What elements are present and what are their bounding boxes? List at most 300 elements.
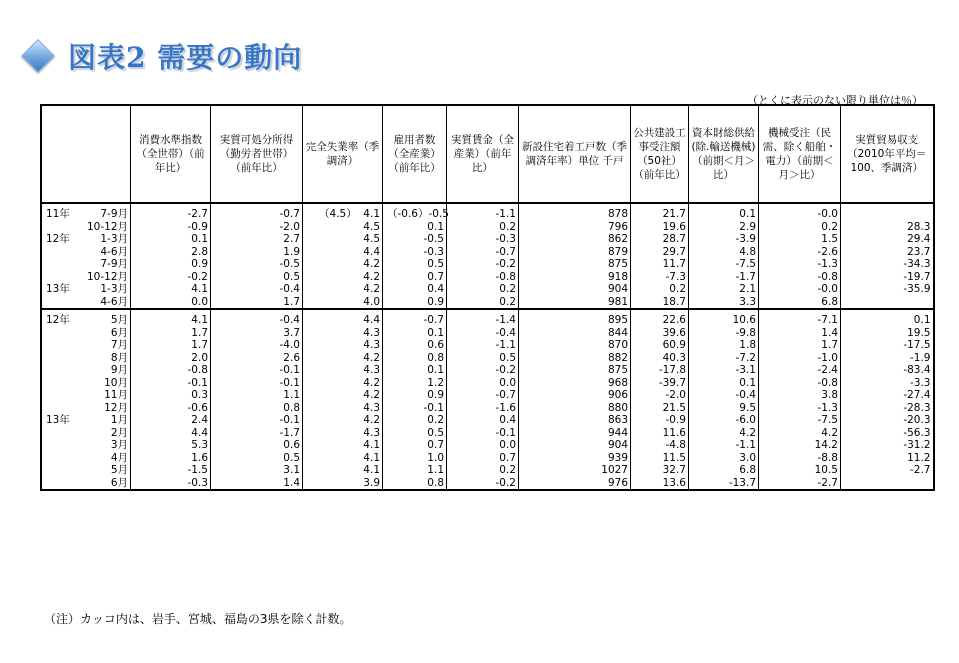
row-period: 1-3月: [100, 233, 128, 245]
column-header: 雇用者数（全産業）（前年比）: [383, 105, 447, 203]
cell-value: -4.0: [279, 339, 300, 351]
table-cell: [759, 339, 841, 352]
cell-value: 4.0: [363, 295, 380, 308]
cell-value: -2.6: [817, 245, 838, 258]
table-cell: [759, 464, 841, 477]
table-cell: [631, 377, 689, 390]
table-cell: [519, 296, 631, 310]
table-cell: [519, 452, 631, 465]
table-cell: [841, 352, 934, 365]
cell-value: -7.1: [817, 314, 838, 326]
cell-value: 1.7: [191, 326, 208, 339]
table-cell: [447, 414, 519, 427]
table-cell: [447, 296, 519, 310]
cell-value: 18.7: [662, 295, 686, 308]
column-header: 新設住宅着工戸数（季調済年率）単位 千戸: [519, 105, 631, 203]
table-cell: [519, 258, 631, 271]
table-row: [41, 377, 934, 390]
cell-value: -1.7: [735, 270, 756, 283]
table-cell: [131, 233, 211, 246]
cell-value: -0.1: [279, 364, 300, 376]
table-cell: [841, 271, 934, 284]
table-cell: [131, 452, 211, 465]
table-cell: [131, 439, 211, 452]
cell-value: 0.1: [427, 220, 444, 233]
cell-value: 4.3: [363, 426, 380, 439]
table-cell: [689, 309, 759, 327]
row-period: 12月: [104, 401, 128, 414]
table-cell: [689, 477, 759, 491]
cell-value: -1.3: [817, 401, 838, 414]
cell-value: 895: [607, 314, 628, 326]
table-cell: [383, 221, 447, 234]
cell-value: 0.0: [499, 376, 516, 389]
table-cell: [631, 339, 689, 352]
cell-value: 1.2: [427, 376, 444, 389]
cell-value: -0.1: [495, 426, 516, 439]
table-cell: [211, 246, 303, 259]
table-cell: [447, 402, 519, 415]
cell-value: 0.2: [669, 283, 686, 295]
unit-note: （とくに表示のない限り単位は％）: [747, 94, 923, 107]
cell-value: 0.9: [427, 295, 444, 308]
table-row: [41, 339, 934, 352]
table-cell: [689, 221, 759, 234]
table-cell: [631, 427, 689, 440]
table-cell: [759, 246, 841, 259]
table-cell: [519, 327, 631, 340]
cell-value: -6.0: [735, 414, 756, 426]
table-cell: [131, 414, 211, 427]
cell-value: 0.1: [739, 208, 756, 220]
table-cell: [303, 296, 383, 310]
cell-value: -4.8: [665, 439, 686, 451]
row-label: [41, 389, 131, 402]
cell-value: 4.2: [363, 283, 380, 295]
table-row: [41, 439, 934, 452]
cell-value: 0.4: [499, 414, 516, 426]
cell-value: 4.5: [363, 220, 380, 233]
table-cell: [447, 364, 519, 377]
cell-value: 2.1: [739, 283, 756, 295]
table-cell: [689, 377, 759, 390]
cell-value: 904: [607, 283, 628, 295]
table-cell: [303, 477, 383, 491]
cell-value: -17.5: [903, 339, 931, 351]
cell-value: -0.9: [665, 414, 686, 426]
table-cell: [447, 233, 519, 246]
table-cell: [131, 221, 211, 234]
cell-value: 4.1: [363, 451, 380, 464]
table-cell: [303, 283, 383, 296]
table-cell: [303, 352, 383, 365]
cell-value: -1.1: [735, 439, 756, 451]
table-cell: [131, 271, 211, 284]
table-cell: [447, 327, 519, 340]
row-label: [41, 377, 131, 390]
table-cell: [447, 452, 519, 465]
cell-value: 2.9: [739, 220, 756, 233]
cell-value: 0.2: [427, 414, 444, 426]
table-cell: [519, 246, 631, 259]
cell-value: 0.4: [427, 283, 444, 295]
cell-value: 1.1: [283, 389, 300, 401]
table-cell: [631, 352, 689, 365]
cell-value: -39.7: [658, 376, 686, 389]
cell-value: 0.2: [499, 220, 516, 233]
table-cell: [689, 246, 759, 259]
table-cell: [303, 258, 383, 271]
table-cell: [211, 258, 303, 271]
table-cell: [689, 271, 759, 284]
table-cell: [383, 439, 447, 452]
cell-value: 1.7: [821, 339, 838, 351]
cell-value: 3.1: [283, 464, 300, 476]
paren-value: （-0.6）: [387, 208, 429, 220]
cell-value: 4.4: [191, 426, 208, 439]
cell-value: -0.1: [279, 414, 300, 426]
cell-value: 4.2: [821, 426, 838, 439]
cell-value: 878: [607, 208, 628, 220]
cell-value: -2.7: [187, 208, 208, 220]
table-cell: [759, 477, 841, 491]
cell-value: -83.4: [903, 364, 931, 376]
table-row: [41, 452, 934, 465]
table-cell: [689, 283, 759, 296]
table-cell: [131, 203, 211, 221]
table-cell: [841, 414, 934, 427]
table-cell: [631, 283, 689, 296]
cell-value: -0.7: [279, 208, 300, 220]
table-cell: [689, 327, 759, 340]
row-period: 4-6月: [100, 245, 128, 258]
cell-value: -34.3: [903, 258, 931, 270]
row-year: 13年: [46, 414, 70, 426]
cell-value: 0.8: [427, 351, 444, 364]
cell-value: 0.5: [427, 426, 444, 439]
table-cell: [447, 477, 519, 491]
cell-value: 1.4: [821, 326, 838, 339]
cell-value: 968: [607, 376, 628, 389]
cell-value: 4.1: [363, 208, 380, 220]
cell-value: 1.4: [283, 476, 300, 489]
cell-value: 4.2: [363, 389, 380, 401]
table-cell: [519, 221, 631, 234]
table-cell: [383, 296, 447, 310]
table-cell: [689, 352, 759, 365]
table-cell: [447, 339, 519, 352]
cell-value: -0.7: [495, 389, 516, 401]
cell-value: 3.0: [739, 451, 756, 464]
table-cell: [447, 352, 519, 365]
cell-value: -0.7: [495, 245, 516, 258]
cell-value: -0.5: [428, 208, 449, 220]
table-cell: [759, 427, 841, 440]
table-cell: [841, 327, 934, 340]
cell-value: 875: [607, 364, 628, 376]
table-cell: [841, 221, 934, 234]
page-title: 図表2 需要の動向: [68, 41, 303, 74]
table-cell: [211, 283, 303, 296]
row-label: [41, 221, 131, 234]
column-header: 実質可処分所得（勤労者世帯）（前年比）: [211, 105, 303, 203]
cell-value: -0.1: [279, 376, 300, 389]
table-cell: [447, 427, 519, 440]
table-cell: [447, 439, 519, 452]
table-row: [41, 203, 934, 221]
cell-value: -0.2: [495, 476, 516, 489]
table-cell: [447, 221, 519, 234]
table-row: [41, 271, 934, 284]
cell-value: 0.2: [821, 220, 838, 233]
row-period: 3月: [110, 439, 128, 451]
cell-value: -1.1: [495, 208, 516, 220]
table-cell: [759, 452, 841, 465]
row-period: 10-12月: [86, 270, 128, 283]
cell-value: 1.0: [427, 451, 444, 464]
row-period: 6月: [110, 326, 128, 339]
cell-value: -1.0: [817, 351, 838, 364]
table-cell: [211, 427, 303, 440]
table-cell: [519, 283, 631, 296]
cell-value: 0.6: [427, 339, 444, 351]
table-cell: [841, 464, 934, 477]
table-row: [41, 427, 934, 440]
table-cell: [759, 364, 841, 377]
table-cell: [211, 309, 303, 327]
table-cell: [759, 414, 841, 427]
cell-value: 22.6: [662, 314, 686, 326]
cell-value: 0.0: [191, 295, 208, 308]
cell-value: 19.5: [907, 326, 931, 339]
table-cell: [841, 427, 934, 440]
cell-value: 4.3: [363, 339, 380, 351]
cell-value: 863: [607, 414, 628, 426]
table-cell: [383, 309, 447, 327]
cell-value: 2.4: [191, 414, 208, 426]
table-cell: [447, 377, 519, 390]
table-cell: [519, 364, 631, 377]
table-cell: [759, 203, 841, 221]
table-cell: [631, 203, 689, 221]
table-cell: [759, 439, 841, 452]
table-cell: [759, 309, 841, 327]
table-cell: [303, 427, 383, 440]
cell-value: 3.8: [821, 389, 838, 401]
row-period: 4-6月: [100, 295, 128, 308]
table-cell: [383, 246, 447, 259]
table-cell: [383, 452, 447, 465]
cell-value: -0.2: [187, 270, 208, 283]
cell-value: 0.5: [283, 270, 300, 283]
row-period: 10月: [104, 376, 128, 389]
cell-value: -0.7: [423, 314, 444, 326]
cell-value: 1.5: [821, 233, 838, 245]
table-cell: [383, 414, 447, 427]
cell-value: -2.7: [817, 476, 838, 489]
table-cell: [519, 203, 631, 221]
table-cell: [447, 283, 519, 296]
table-cell: [303, 414, 383, 427]
table-cell: [211, 233, 303, 246]
cell-value: 981: [607, 295, 628, 308]
table-cell: [211, 352, 303, 365]
cell-value: 0.7: [427, 439, 444, 451]
cell-value: 0.2: [499, 283, 516, 295]
table-cell: [841, 283, 934, 296]
table-cell: [841, 439, 934, 452]
cell-value: 2.6: [283, 351, 300, 364]
table-cell: [383, 352, 447, 365]
cell-value: -17.8: [658, 364, 686, 376]
cell-value: 0.1: [427, 364, 444, 376]
header-corner: [41, 105, 131, 203]
table-cell: [447, 271, 519, 284]
table-cell: [841, 364, 934, 377]
table-cell: [383, 258, 447, 271]
table-cell: [383, 464, 447, 477]
table-cell: [759, 377, 841, 390]
table-cell: [519, 439, 631, 452]
row-period: 6月: [110, 476, 128, 489]
table-cell: [689, 427, 759, 440]
cell-value: 1.9: [283, 245, 300, 258]
table-cell: [631, 309, 689, 327]
cell-value: -28.3: [903, 401, 931, 414]
cell-value: 1.8: [739, 339, 756, 351]
table-cell: [383, 477, 447, 491]
table-cell: [211, 377, 303, 390]
row-label: [41, 283, 131, 296]
table-cell: [131, 364, 211, 377]
cell-value: -0.4: [735, 389, 756, 401]
cell-value: 4.2: [739, 426, 756, 439]
table-cell: [689, 439, 759, 452]
table-cell: [383, 339, 447, 352]
cell-value: 11.7: [662, 258, 686, 270]
table-cell: [689, 339, 759, 352]
cell-value: 11.2: [907, 451, 931, 464]
table-cell: [303, 402, 383, 415]
cell-value: -20.3: [903, 414, 931, 426]
cell-value: 0.9: [427, 389, 444, 401]
demand-indicators-table: [40, 104, 935, 491]
cell-value: -13.7: [728, 476, 756, 489]
cell-value: 4.1: [191, 314, 208, 326]
table-cell: [211, 414, 303, 427]
cell-value: -0.1: [187, 376, 208, 389]
title-area: [20, 36, 302, 76]
table-row: [41, 296, 934, 310]
row-period: 7月: [110, 339, 128, 351]
cell-value: 28.3: [907, 220, 931, 233]
table-cell: [131, 352, 211, 365]
row-label: [41, 402, 131, 415]
table-cell: [519, 414, 631, 427]
cell-value: 3.7: [283, 326, 300, 339]
table-cell: [689, 452, 759, 465]
table-cell: [631, 389, 689, 402]
table-cell: [631, 258, 689, 271]
table-cell: [689, 402, 759, 415]
row-period: 7-9月: [100, 258, 128, 270]
table-cell: [383, 389, 447, 402]
table-cell: [211, 271, 303, 284]
table-cell: [383, 271, 447, 284]
table-cell: [211, 389, 303, 402]
row-label: [41, 439, 131, 452]
cell-value: -7.3: [665, 270, 686, 283]
cell-value: 918: [607, 270, 628, 283]
table-cell: [447, 258, 519, 271]
table-cell: [131, 246, 211, 259]
cell-value: 60.9: [662, 339, 686, 351]
cell-value: -2.4: [817, 364, 838, 376]
cell-value: 2.0: [191, 351, 208, 364]
table-cell: [383, 427, 447, 440]
row-label: [41, 309, 131, 327]
table-cell: [689, 414, 759, 427]
cell-value: -0.0: [817, 208, 838, 220]
table-cell: [519, 427, 631, 440]
table-cell: [519, 339, 631, 352]
cell-value: 4.4: [363, 314, 380, 326]
table-cell: [841, 339, 934, 352]
table-cell: [519, 389, 631, 402]
table-cell: [689, 464, 759, 477]
table-cell: [759, 233, 841, 246]
cell-value: 19.6: [662, 220, 686, 233]
table-cell: [211, 364, 303, 377]
cell-value: -1.7: [279, 426, 300, 439]
table-cell: [759, 296, 841, 310]
table-cell: [631, 402, 689, 415]
cell-value: 4.2: [363, 376, 380, 389]
table-cell: [519, 402, 631, 415]
cell-value: 0.0: [499, 439, 516, 451]
table-cell: [383, 283, 447, 296]
table-cell: [689, 389, 759, 402]
table-cell: [447, 464, 519, 477]
table-cell: [759, 258, 841, 271]
header-row: [41, 105, 934, 203]
row-year: 12年: [46, 233, 70, 245]
column-header: 実質賃金（全産業）（前年比）: [447, 105, 519, 203]
table-cell: [841, 203, 934, 221]
table-cell: [303, 203, 383, 221]
cell-value: 39.6: [662, 326, 686, 339]
cell-value: 40.3: [662, 351, 686, 364]
cell-value: 1.1: [427, 464, 444, 476]
column-header: 資本財総供給(除.輸送機械)（前期＜月＞比）: [689, 105, 759, 203]
cell-value: -19.7: [903, 270, 931, 283]
cell-value: 4.5: [363, 233, 380, 245]
cell-value: 2.8: [191, 245, 208, 258]
table-cell: [211, 296, 303, 310]
table-cell: [841, 452, 934, 465]
row-period: 1-3月: [100, 283, 128, 295]
table-cell: [689, 203, 759, 221]
cell-value: 0.1: [913, 314, 931, 326]
table-cell: [841, 309, 934, 327]
table-cell: [631, 271, 689, 284]
cell-value: 10.5: [814, 464, 838, 476]
table-row: [41, 233, 934, 246]
row-label: [41, 233, 131, 246]
table-cell: [211, 452, 303, 465]
table-cell: [131, 339, 211, 352]
cell-value: -1.5: [187, 464, 208, 476]
